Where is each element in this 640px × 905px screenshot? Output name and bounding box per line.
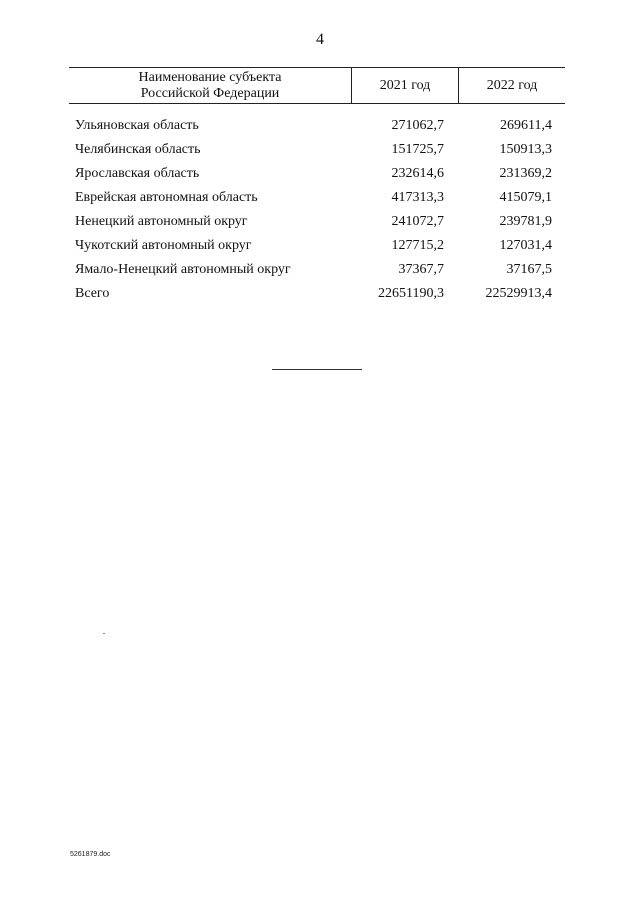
row-value-2021: 22651190,3: [378, 286, 444, 301]
row-value-2021: 37367,7: [398, 262, 444, 277]
column-header-subject-line1: Наименование субъекта: [138, 70, 282, 85]
table-row: [0, 190, 640, 214]
column-header-subject-line2: Российской Федерации: [140, 86, 280, 101]
row-subject-name: Ульяновская область: [75, 118, 199, 133]
page-number: 4: [316, 31, 324, 48]
row-value-2022: 37167,5: [506, 262, 552, 277]
row-value-2021: 232614,6: [391, 166, 444, 181]
row-value-2021: 241072,7: [391, 214, 444, 229]
table-row-total: [0, 286, 640, 310]
table-row: [0, 214, 640, 238]
table-row: [0, 118, 640, 142]
row-value-2021: 271062,7: [391, 118, 444, 133]
separator-line: [272, 369, 362, 370]
document-code: 5261879.doc: [70, 851, 111, 858]
table-row: [0, 238, 640, 262]
row-value-2022: 415079,1: [499, 190, 552, 205]
column-header-2021: 2021 год: [352, 68, 459, 103]
row-subject-name: Ямало-Ненецкий автономный округ: [75, 262, 291, 277]
row-value-2022: 269611,4: [500, 118, 552, 133]
row-value-2022: 239781,9: [499, 214, 552, 229]
table-row: [0, 166, 640, 190]
table-header: [69, 67, 565, 104]
row-value-2021: 127715,2: [391, 238, 444, 253]
table-row: [0, 262, 640, 286]
row-subject-name: Чукотский автономный округ: [75, 238, 252, 253]
row-subject-name: Ненецкий автономный округ: [75, 214, 248, 229]
column-header-subject: [69, 68, 352, 103]
table-body: [0, 118, 640, 310]
row-value-2022: 127031,4: [499, 238, 552, 253]
scan-speck: [103, 633, 105, 634]
row-value-2022: 150913,3: [499, 142, 552, 157]
row-value-2022: 231369,2: [499, 166, 552, 181]
table-row: [0, 142, 640, 166]
row-subject-name: Челябинская область: [75, 142, 201, 157]
row-subject-name: Ярославская область: [75, 166, 200, 181]
row-value-2021: 151725,7: [391, 142, 444, 157]
row-value-2021: 417313,3: [391, 190, 444, 205]
row-subject-name: Еврейская автономная область: [75, 190, 258, 205]
row-subject-name: Всего: [75, 286, 110, 301]
row-value-2022: 22529913,4: [485, 286, 552, 301]
column-header-2022: 2022 год: [486, 78, 538, 93]
